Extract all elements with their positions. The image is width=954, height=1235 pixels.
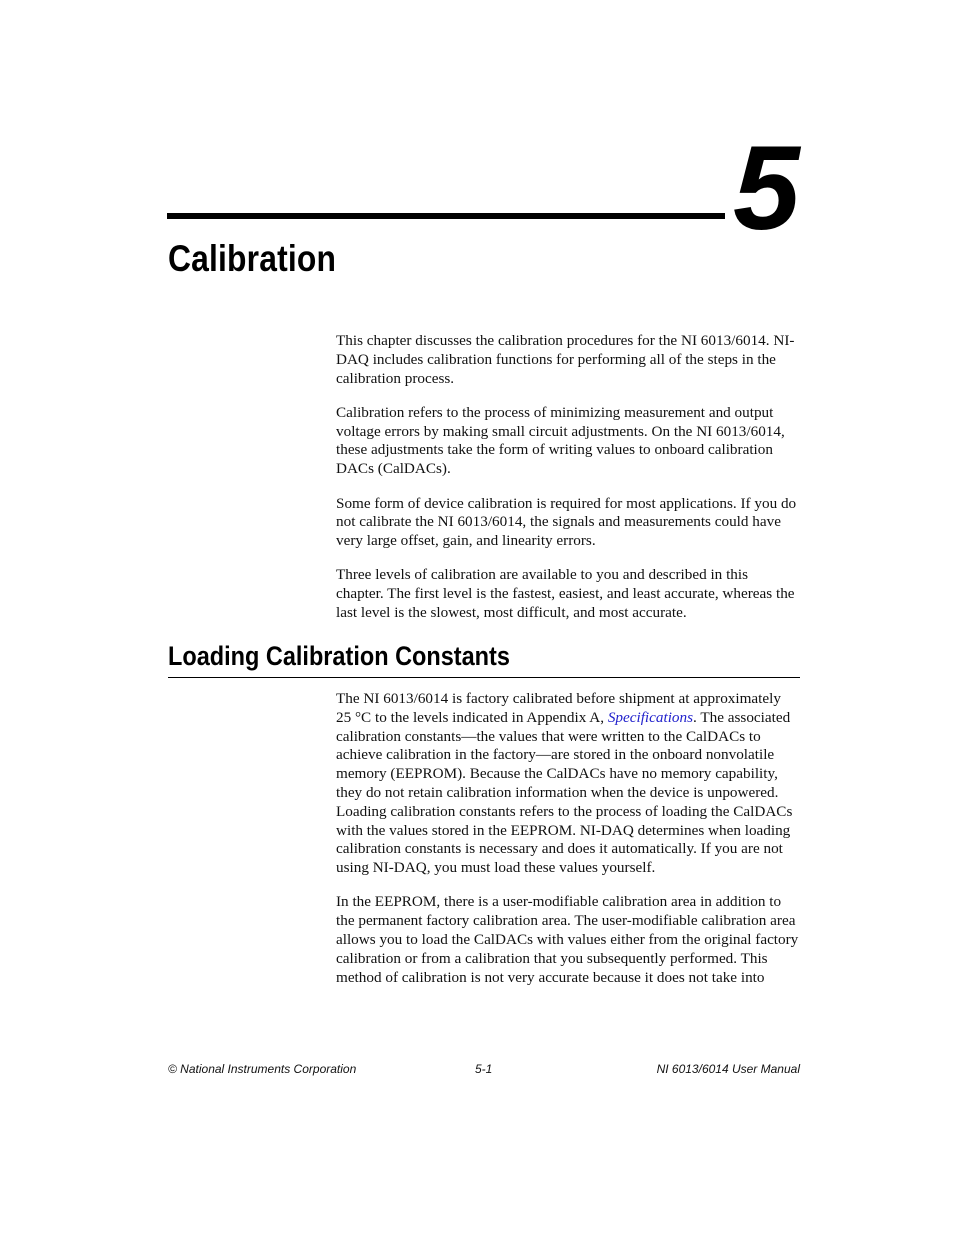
paragraph-text: The NI 6013/6014 is factory calibrated before shipment at approximately 25 °C to the levels indicated in Appendix A,	[336, 690, 781, 726]
section-paragraph: In the EEPROM, there is a user-modifiable calibration area in addition to the permanent factory calibration area. The user-modifiable calibration area allows you to load the CalDACs with values either from the original factory calibration or from a calibration that you subsequently performed. This method of calibration is not very accurate because it does not take into	[336, 893, 799, 986]
intro-paragraph: Calibration refers to the process of minimizing measurement and output voltage errors by making small circuit adjustments. On the NI 6013/6014, these adjustments take the form of writing values to onboard calibration DACs (CalDACs).	[336, 403, 785, 478]
paragraph-text: . The associated calibration constants—the values that were written to the CalDACs to achieve calibration in the factory—are stored in the onboard nonvolatile memory (EEPROM). Because the CalDACs have no memory capability, they do not retain calibration information when the device is unpowered. Loading calibration constants refers to the process of loading the CalDACs with the values stored in the EEPROM. NI-DAQ determines when loading calibration constants is necessary and does it automatically. If you are not using NI-DAQ, you must load these values yourself.	[336, 708, 793, 877]
intro-paragraph: Three levels of calibration are available to you and described in this chapter. The first level is the fastest, easiest, and least accurate, whereas the last level is the slowest, most difficult, and most accurate.	[336, 566, 795, 622]
intro-paragraph: Some form of device calibration is required for most applications. If you do not calibrate the NI 6013/6014, the signals and measurements could have very large offset, gain, and linearity errors.	[336, 494, 797, 550]
section-rule	[168, 677, 800, 678]
chapter-number: 5	[733, 121, 800, 255]
footer-page-number: 5-1	[475, 1062, 493, 1076]
intro-paragraph: This chapter discusses the calibration procedures for the NI 6013/6014. NI-DAQ includes calibration functions for performing all of the steps in the calibration process.	[336, 332, 795, 387]
chapter-rule	[167, 213, 725, 219]
section-text	[336, 690, 799, 1003]
intro-text	[336, 332, 799, 638]
section-heading: Loading Calibration Constants	[168, 641, 510, 671]
specifications-link[interactable]: Specifications	[607, 708, 694, 726]
footer-manual-title: NI 6013/6014 User Manual	[656, 1062, 800, 1076]
chapter-title: Calibration	[168, 238, 337, 279]
section-paragraph	[336, 690, 799, 878]
footer-copyright: © National Instruments Corporation	[168, 1062, 357, 1076]
